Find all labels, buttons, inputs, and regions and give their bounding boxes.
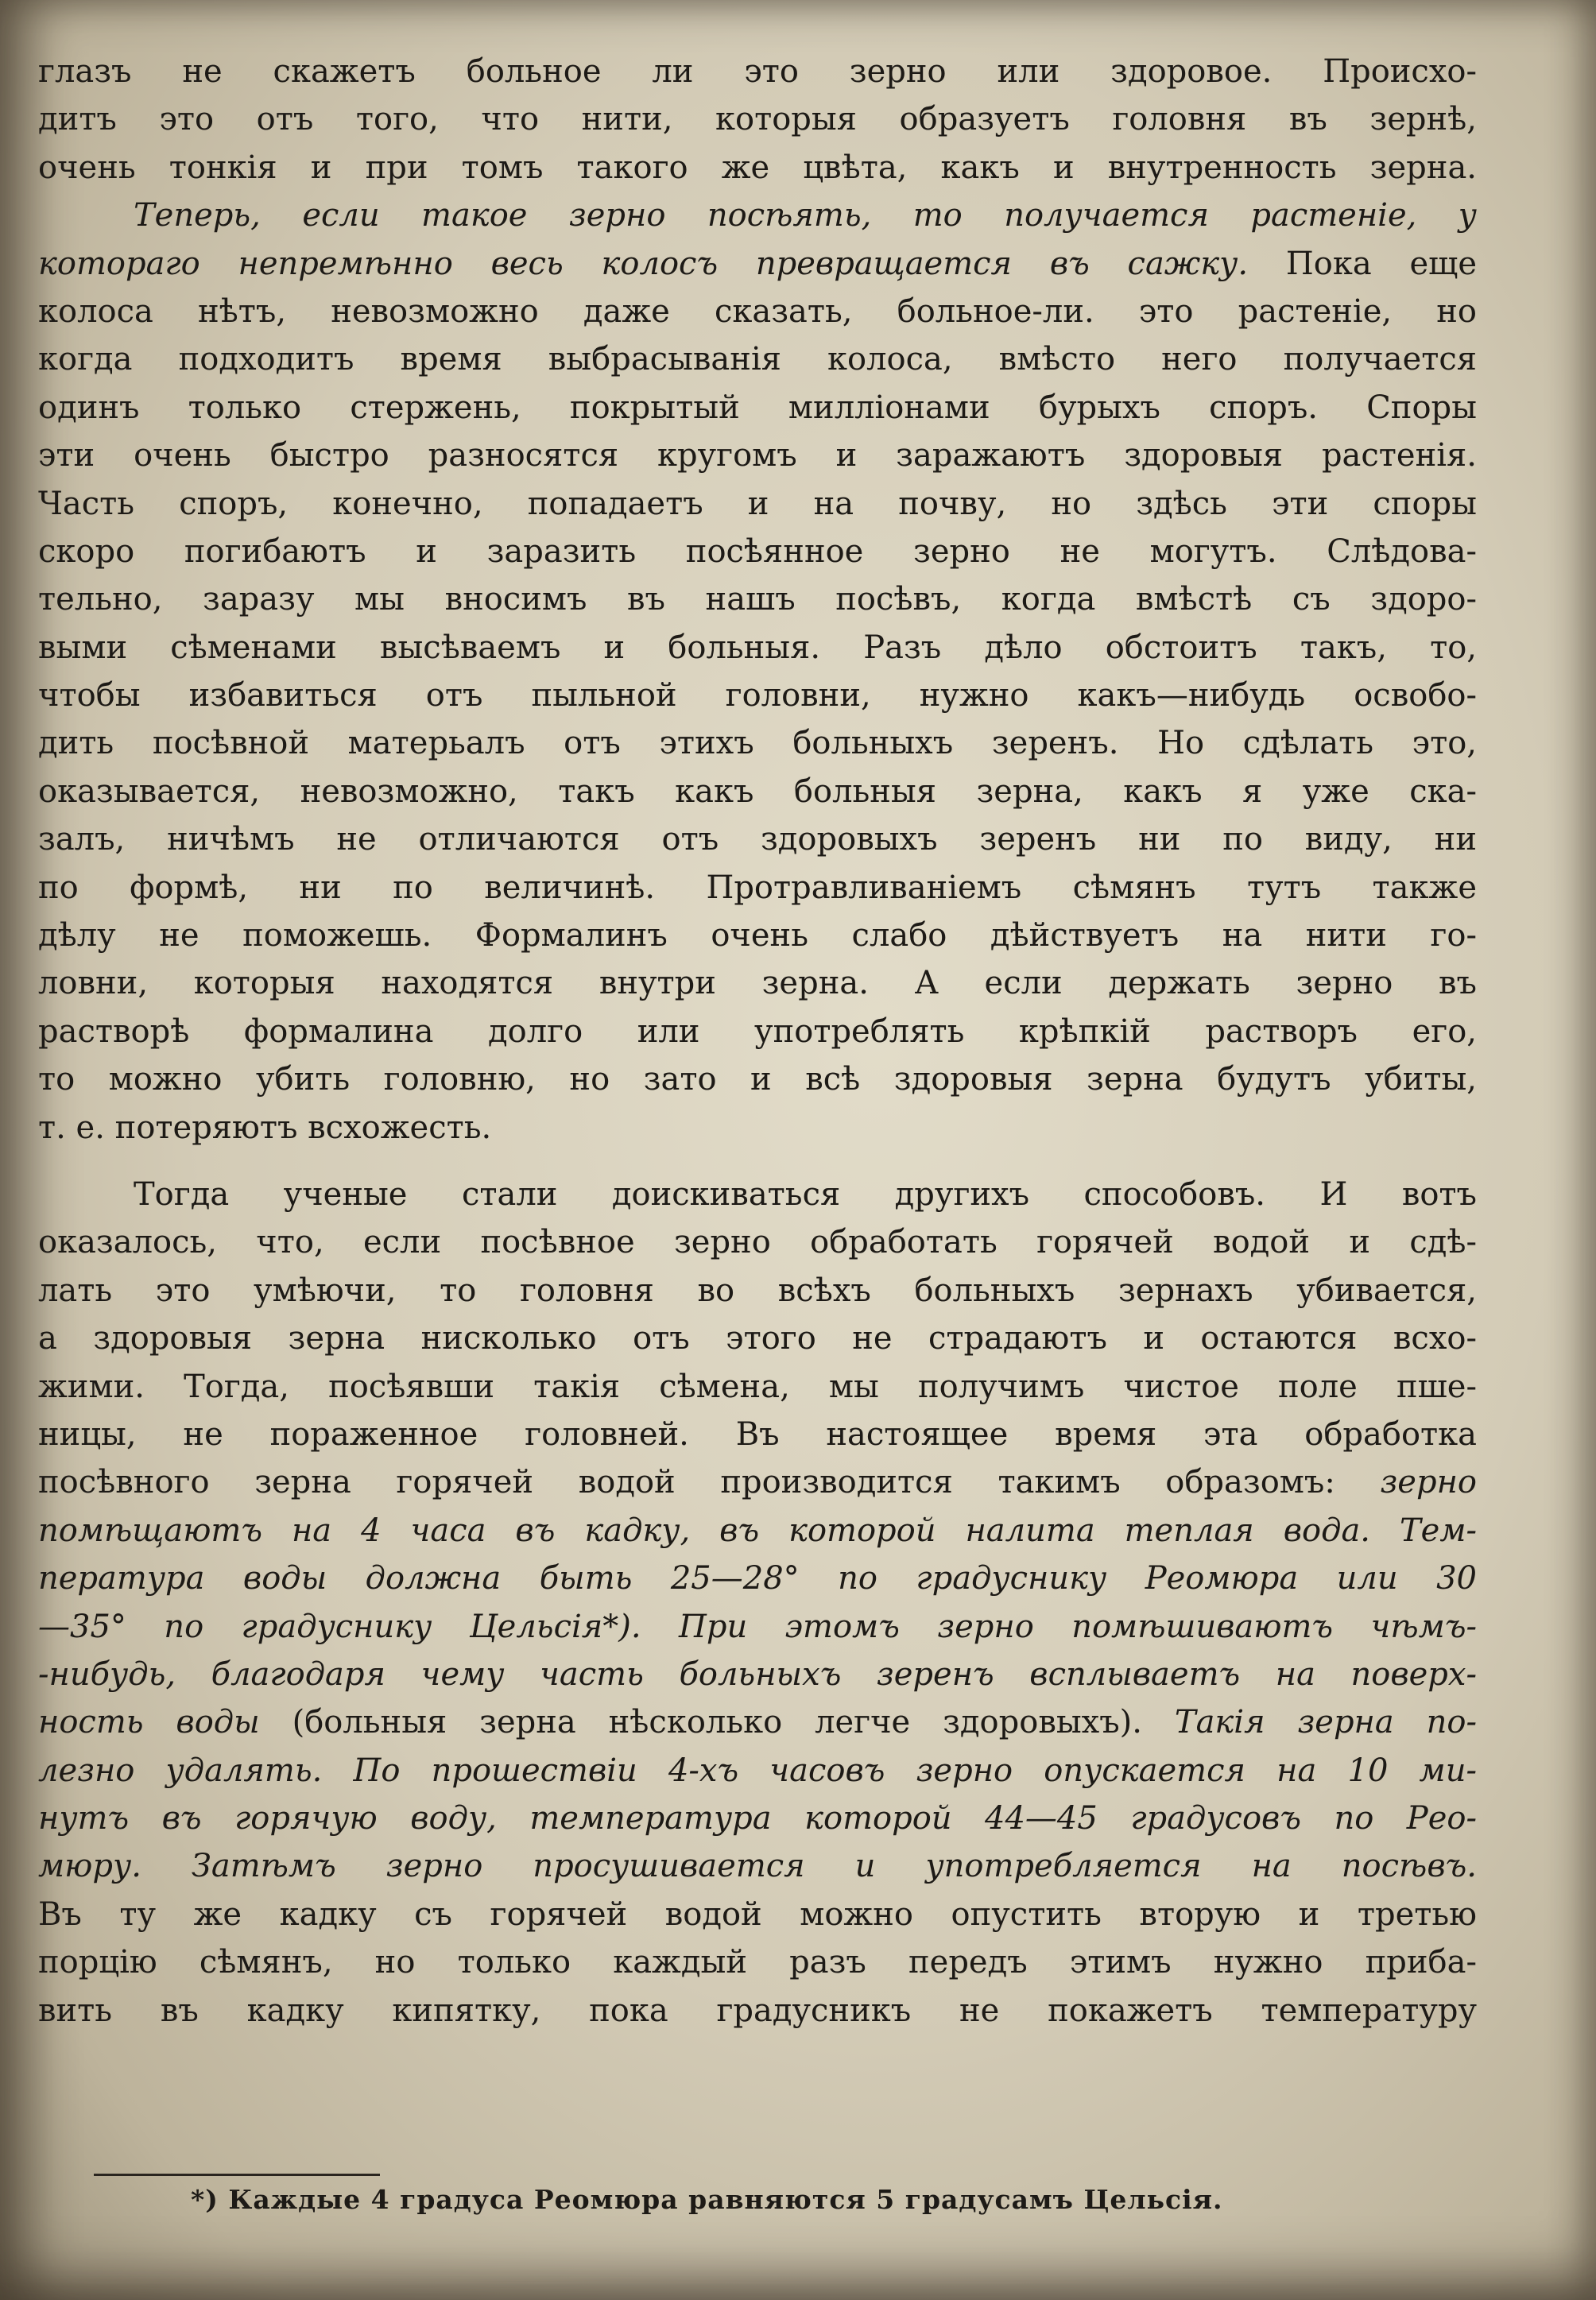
text-line: то можно убить головню, но зато и всѣ здоровыя зерна будутъ убиты, [38, 1061, 1477, 1098]
text-line: ность воды (больныя зерна нѣсколько легче здоровыхъ). Такія зерна по- [38, 1704, 1477, 1741]
text-line: когда подходитъ время выбрасыванія колоса, вмѣсто него получается [38, 341, 1477, 378]
text-line: чтобы избавиться отъ пыльной головни, нужно какъ—нибудь освобо- [38, 677, 1477, 714]
text-line: залъ, ничѣмъ не отличаются отъ здоровыхъ зеренъ ни по виду, ни [38, 821, 1477, 858]
text-line: Въ ту же кадку съ горячей водой можно опустить вторую и третью [38, 1895, 1477, 1933]
text-line: растворѣ формалина долго или употреблять крѣпкій растворъ его, [38, 1013, 1477, 1050]
text-line: выми сѣменами высѣваемъ и больныя. Разъ дѣло обстоитъ такъ, то, [38, 629, 1477, 666]
text-line: мюру. Затѣмъ зерно просушивается и употребляется на посѣвъ. [38, 1848, 1477, 1885]
text-line: колоса нѣтъ, невозможно даже сказать, больное-ли. это растеніе, но [38, 292, 1477, 330]
text-line: тельно, заразу мы вносимъ въ нашъ посѣвъ, когда вмѣстѣ съ здоро- [38, 581, 1477, 618]
text-line: Теперь, если такое зерно посѣять, то получается растеніе, у [134, 197, 1477, 234]
text-line: —35° по градуснику Цельсія*). При этомъ зерно помѣшиваютъ чѣмъ- [38, 1608, 1477, 1645]
text-line: лезно удалять. По прошествіи 4-хъ часовъ зерно опускается на 10 ми- [38, 1752, 1477, 1789]
text-line: т. е. потеряютъ всхожесть. [38, 1109, 492, 1146]
text-line: ловни, которыя находятся внутри зерна. А если держать зерно въ [38, 965, 1477, 1002]
text-line: оказывается, невозможно, такъ какъ больныя зерна, какъ я уже ска- [38, 772, 1477, 810]
text-line: по формѣ, ни по величинѣ. Протравливаніемъ сѣмянъ тутъ также [38, 869, 1477, 906]
text-line: ницы, не пораженное головней. Въ настоящее время эта обработка [38, 1415, 1477, 1453]
text-line: лать это умѣючи, то головня во всѣхъ больныхъ зернахъ убивается, [38, 1272, 1477, 1309]
text-line: скоро погибаютъ и заразить посѣянное зерно не могутъ. Слѣдова- [38, 532, 1477, 570]
text-line: оказалось, что, если посѣвное зерно обработать горячей водой и сдѣ- [38, 1224, 1477, 1261]
text-line: порцію сѣмянъ, но только каждый разъ передъ этимъ нужно приба- [38, 1944, 1477, 1981]
text-line: вить въ кадку кипятку, пока градусникъ не покажетъ температуру [38, 1992, 1477, 2029]
text-line: эти очень быстро разносятся кругомъ и заражаютъ здоровыя растенія. [38, 437, 1477, 474]
footnote: *) Каждые 4 градуса Реомюра равняются 5 градусамъ Цельсія. [191, 2184, 1223, 2215]
text-line: нутъ въ горячую воду, температура которой 44—45 градусовъ по Рео- [38, 1800, 1477, 1837]
text-line: дить посѣвной матерьалъ отъ этихъ больныхъ зеренъ. Но сдѣлать это, [38, 725, 1477, 762]
text-line: дѣлу не поможешь. Формалинъ очень слабо дѣйствуетъ на нити го- [38, 917, 1477, 954]
text-line: котораго непремѣнно весь колосъ превращается въ сажку. Пока еще [38, 245, 1477, 282]
text-line: одинъ только стержень, покрытый милліонами бурыхъ споръ. Споры [38, 389, 1477, 426]
text-line: помѣщаютъ на 4 часа въ кадку, въ которой налита теплая вода. Тем- [38, 1512, 1477, 1549]
text-line: жими. Тогда, посѣявши такія сѣмена, мы получимъ чистое поле пше- [38, 1368, 1477, 1405]
text-line: дитъ это отъ того, что нити, которыя образуетъ головня въ зернѣ, [38, 101, 1477, 138]
body-text [38, 48, 1477, 2035]
text-line: очень тонкія и при томъ такого же цвѣта, какъ и внутренность зерна. [38, 149, 1477, 186]
text-line: Тогда ученые стали доискиваться другихъ способовъ. И вотъ [134, 1175, 1477, 1213]
text-line: -нибудь, благодаря чему часть больныхъ зеренъ всплываетъ на поверх- [38, 1655, 1477, 1693]
text-line: Часть споръ, конечно, попадаетъ и на почву, но здѣсь эти споры [38, 485, 1477, 522]
text-line: пература воды должна быть 25—28° по градуснику Реомюра или 30 [38, 1560, 1477, 1597]
footnote-divider [94, 2174, 380, 2176]
text-line: глазъ не скажетъ больное ли это зерно или здоровое. Происхо- [38, 53, 1477, 90]
text-line: а здоровыя зерна нисколько отъ этого не страдаютъ и остаются всхо- [38, 1320, 1477, 1357]
text-line: посѣвного зерна горячей водой производится такимъ образомъ: зерно [38, 1464, 1477, 1501]
